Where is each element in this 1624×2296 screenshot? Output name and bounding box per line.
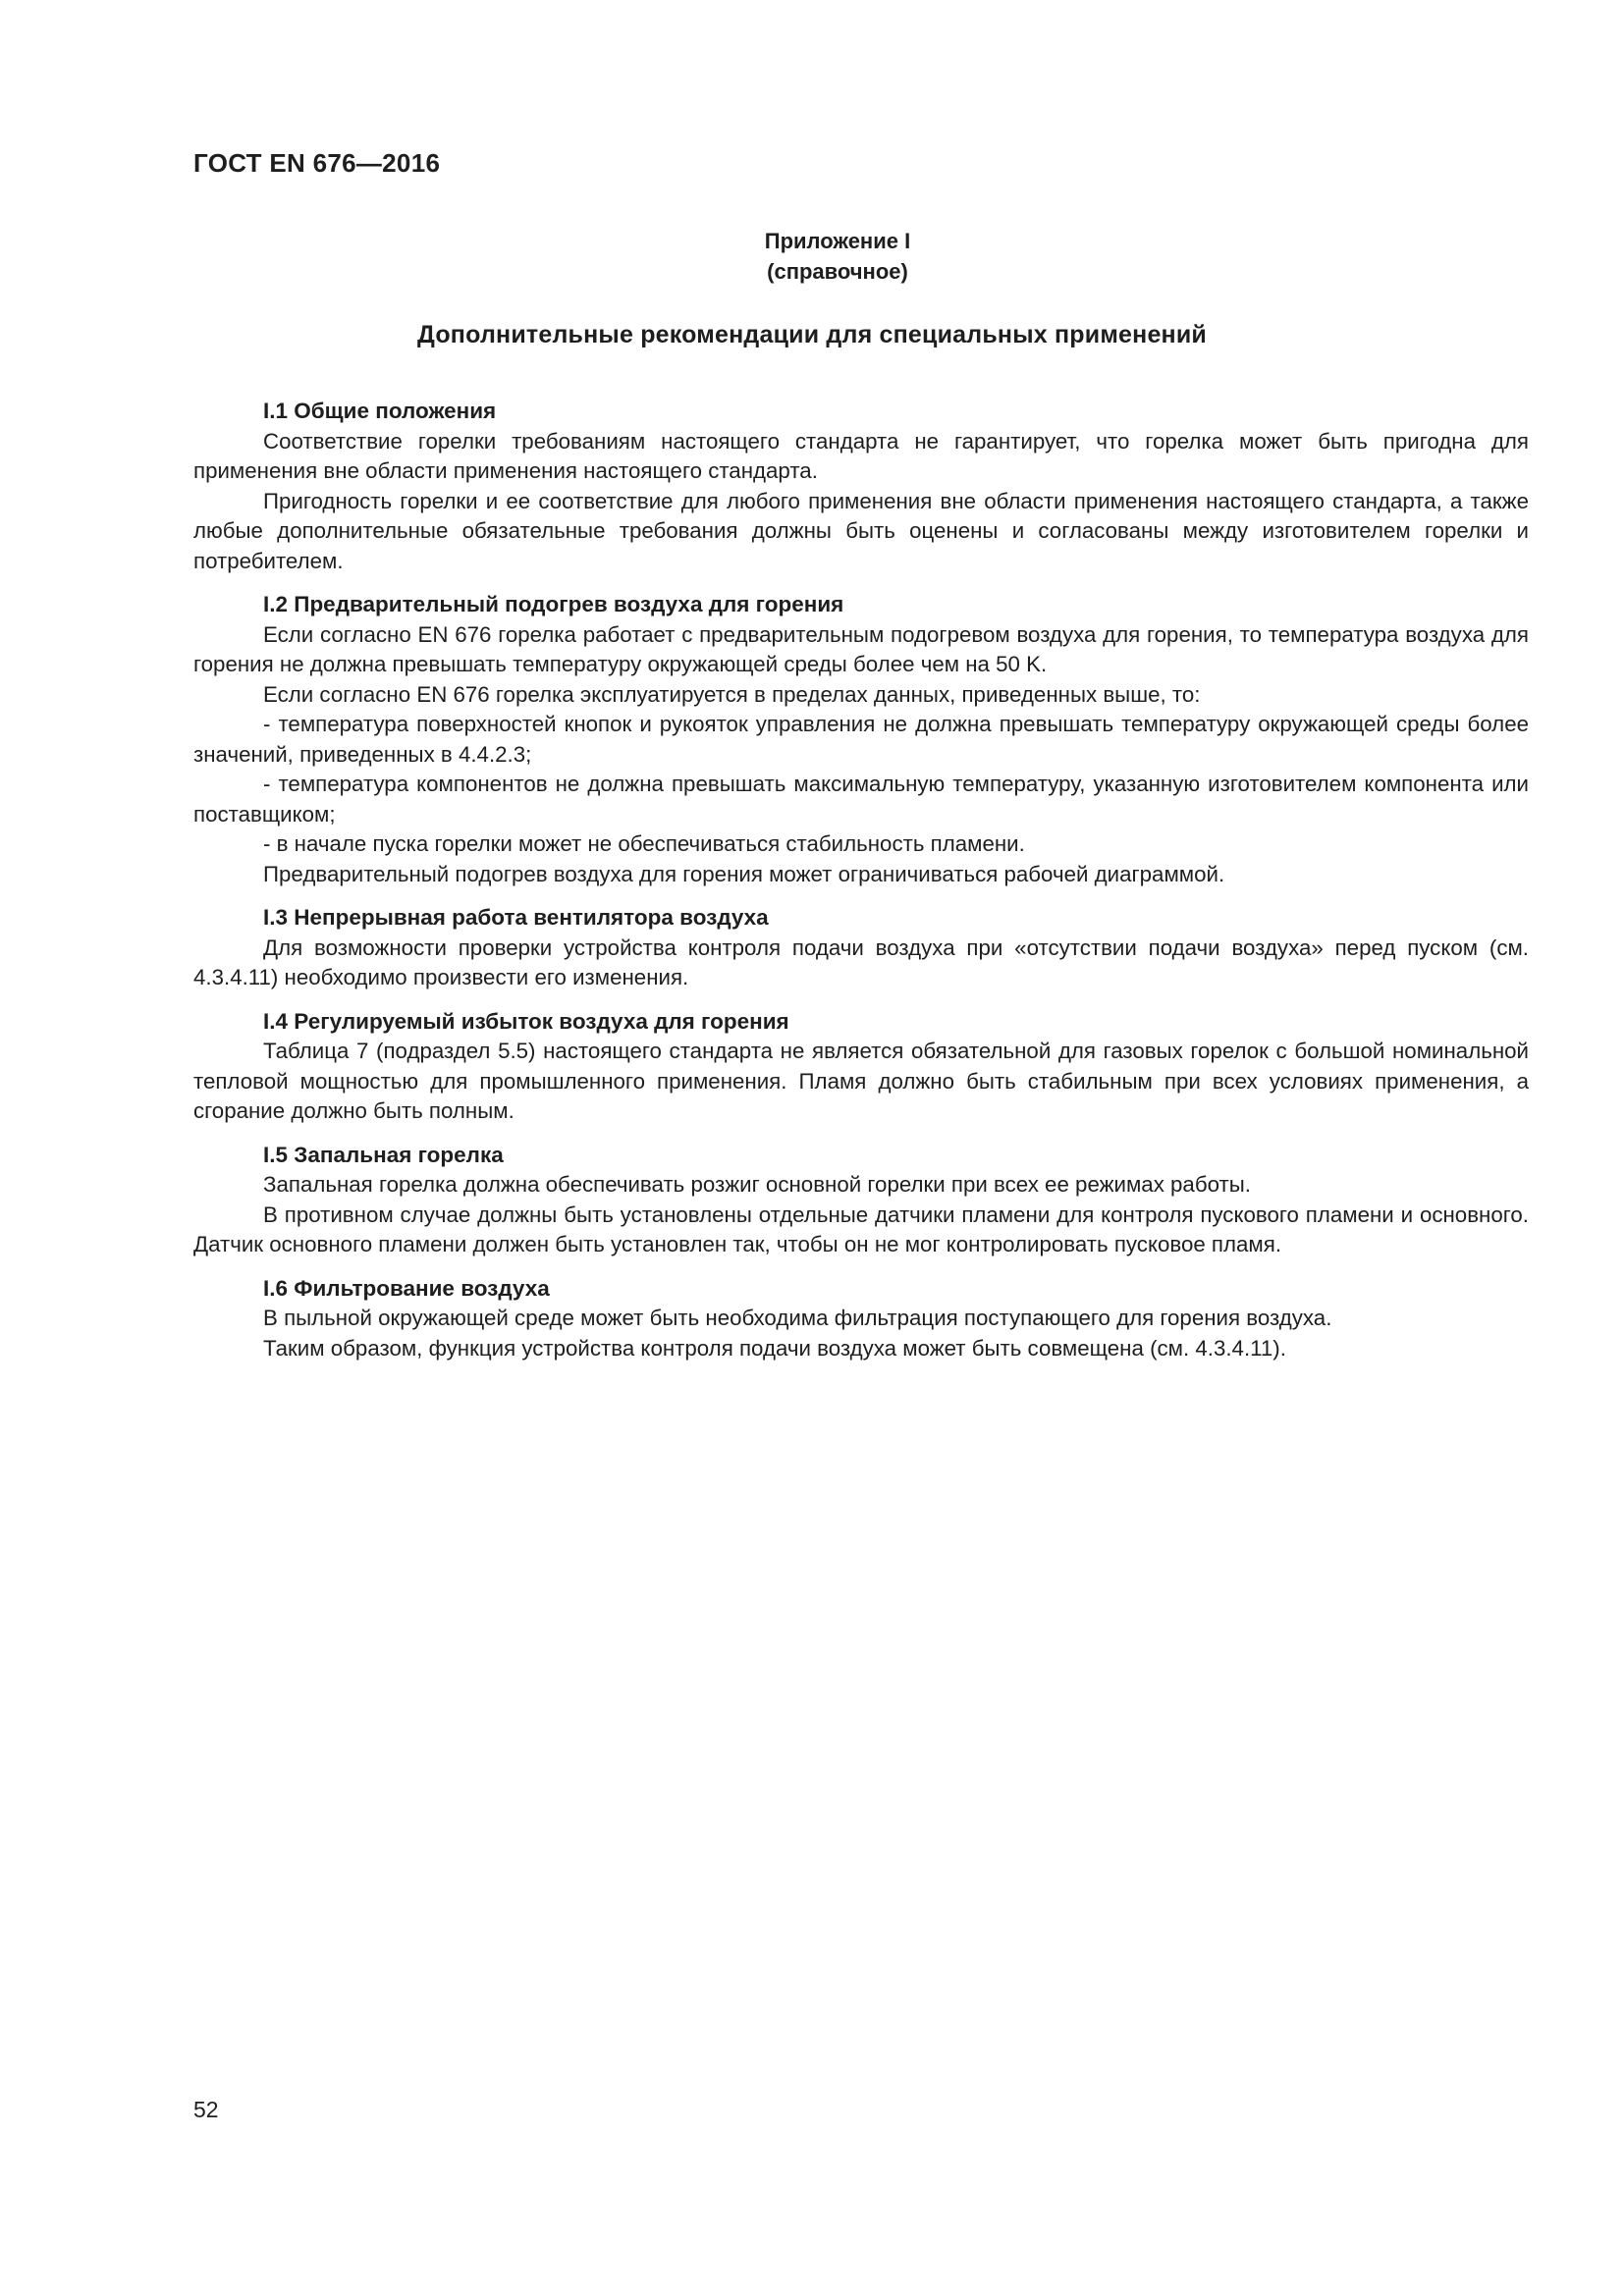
paragraph: Если согласно EN 676 горелка работает с предварительным подогревом воздуха для горения, то температура воздуха для горения не должна превышать температуру окружающей среды более чем на 50 K. [193,621,1529,676]
paragraph: Запальная горелка должна обеспечивать розжиг основной горелки при всех ее режимах работы. [263,1172,1251,1197]
paragraph: Соответствие горелки требованиям настоящего стандарта не гарантирует, что горелка может быть пригодна для применения вне области применения настоящего стандарта. [193,428,1529,483]
annex-label: Приложение I [764,229,911,253]
paragraph: В противном случае должны быть установлены отдельные датчики пламени для контроля пускового пламени и основного. Датчик основного пламени должен быть установлен так, чтобы он не мог контролировать пусковое пламя. [193,1201,1529,1256]
page-number: 52 [193,2097,219,2122]
paragraph: Предварительный подогрев воздуха для горения может ограничиваться рабочей диаграммой. [263,861,1225,886]
list-item: - температура компонентов не должна превышать максимальную температуру, указанную изготовителем компонента или поставщиком; [193,772,1529,827]
standard-header: ГОСТ EN 676—2016 [193,148,441,178]
section-title-i5: I.5 Запальная горелка [263,1142,504,1167]
annex-heading: Дополнительные рекомендации для специальных применений [417,321,1207,348]
paragraph: Пригодность горелки и ее соответствие для любого применения вне области применения настоящего стандарта, а также любые дополнительные обязательные требования должны быть оценены и согласованы между изготовителем горелки и потребителем. [193,488,1529,573]
paragraph: Таким образом, функция устройства контроля подачи воздуха может быть совмещена (см. 4.3.4.11). [263,1335,1286,1361]
section-title-i1: I.1 Общие положения [263,399,497,423]
annex-status: (справочное) [767,259,908,284]
list-item: - температура поверхностей кнопок и рукояток управления не должна превышать температуру окружающей среды более значений, приведенных в 4.4.2.3; [193,712,1529,767]
paragraph: Таблица 7 (подраздел 5.5) настоящего стандарта не является обязательной для газовых горелок с большой номинальной тепловой мощностью для промышленного применения. Пламя должно быть стабильным при всех условиях применения, а сгорание должно быть полным. [193,1039,1529,1123]
paragraph: Для возможности проверки устройства контроля подачи воздуха при «отсутствии подачи воздуха» перед пуском (см. 4.3.4.11) необходимо произвести его изменения. [193,934,1529,989]
document-body [193,397,1529,1363]
paragraph: Если согласно EN 676 горелка эксплуатируется в пределах данных, приведенных выше, то: [263,681,1201,707]
section-title-i6: I.6 Фильтрование воздуха [263,1275,550,1301]
section-title-i4: I.4 Регулируемый избыток воздуха для горения [263,1008,789,1034]
section-title-i3: I.3 Непрерывная работа вентилятора воздуха [263,905,769,930]
list-item: - в начале пуска горелки может не обеспечиваться стабильность пламени. [263,831,1025,856]
paragraph: В пыльной окружающей среде может быть необходима фильтрация поступающего для горения воздуха. [263,1306,1332,1330]
section-title-i2: I.2 Предварительный подогрев воздуха для горения [263,592,844,616]
